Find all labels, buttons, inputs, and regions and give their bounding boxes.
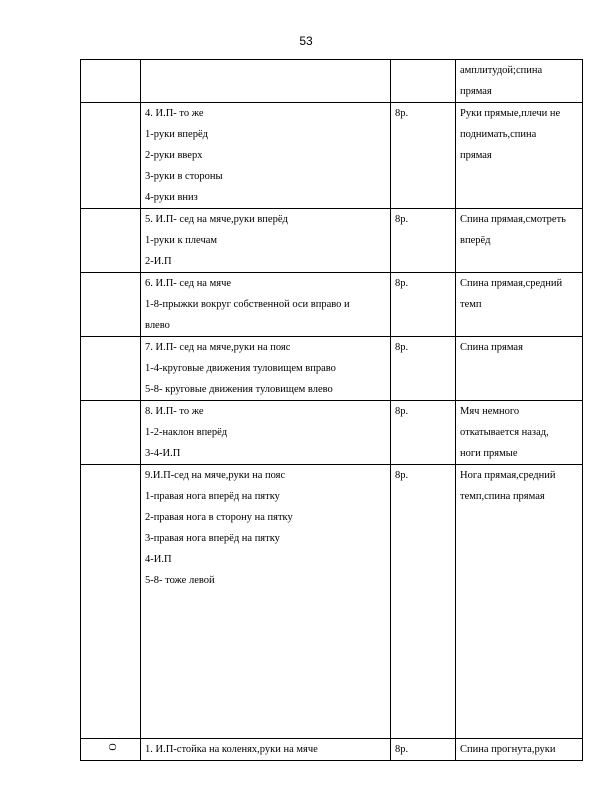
note-line: прямая <box>460 150 492 161</box>
exercise-cell <box>141 401 391 465</box>
table-row <box>81 739 583 761</box>
note-line: прямая <box>460 86 492 97</box>
dose-value: 8р. <box>395 744 409 755</box>
exercise-line: 9.И.П-сед на мяче,руки на пояс <box>145 470 286 481</box>
exercise-line: 1-руки к плечам <box>145 235 218 246</box>
exercise-line: 2-руки вверх <box>145 150 203 161</box>
dose-cell <box>391 60 456 103</box>
note-line: Руки прямые,плечи не <box>460 108 561 119</box>
table-row <box>81 273 583 337</box>
exercise-line: 4-И.П <box>145 554 172 565</box>
notes-cell <box>456 273 583 337</box>
exercise-line: 5. И.П- сед на мяче,руки вперёд <box>145 214 288 225</box>
exercise-line: 6. И.П- сед на мяче <box>145 278 232 289</box>
exercise-line: 7. И.П- сед на мяче,руки на пояс <box>145 342 291 353</box>
dose-cell <box>391 739 456 761</box>
exercise-cell <box>141 739 391 761</box>
exercise-line: 1-2-наклон вперёд <box>145 427 228 438</box>
exercise-line: 2-И.П <box>145 256 172 267</box>
exercise-cell <box>141 209 391 273</box>
exercise-line: 3-правая нога вперёд на пятку <box>145 533 280 544</box>
page-number: 53 <box>299 34 313 48</box>
notes-cell <box>456 337 583 401</box>
section-cell <box>81 465 141 739</box>
exercise-cell <box>141 60 391 103</box>
exercise-cell <box>141 273 391 337</box>
exercise-line: 3-руки в стороны <box>145 171 223 182</box>
dose-cell <box>391 103 456 209</box>
exercise-line: 1-4-круговые движения туловищем вправо <box>145 363 336 374</box>
exercise-line: 1. И.П-стойка на коленях,руки на мяче <box>145 744 318 755</box>
notes-cell <box>456 739 583 761</box>
note-line: амплитудой;спина <box>460 65 543 76</box>
dose-cell <box>391 337 456 401</box>
exercise-line: 8. И.П- то же <box>145 406 204 417</box>
exercise-line: влево <box>145 320 170 331</box>
section-cell <box>81 739 141 761</box>
section-cell <box>81 337 141 401</box>
note-line: Мяч немного <box>460 406 520 417</box>
note-line: темп <box>460 299 482 310</box>
exercise-line: 1-правая нога вперёд на пятку <box>145 491 280 502</box>
dose-value: 8р. <box>395 342 409 353</box>
dose-value: 8р. <box>395 108 409 119</box>
table-row <box>81 209 583 273</box>
note-line: вперёд <box>460 235 491 246</box>
exercise-line: 4-руки вниз <box>145 192 198 203</box>
note-line: Нога прямая,средний <box>460 470 556 481</box>
section-cell <box>81 60 141 103</box>
table-row <box>81 465 583 739</box>
exercise-line: 2-правая нога в сторону на пятку <box>145 512 293 523</box>
section-cell <box>81 273 141 337</box>
note-line: поднимать,спина <box>460 129 537 140</box>
table-row <box>81 401 583 465</box>
note-line: ноги прямые <box>460 448 518 459</box>
note-line: темп,спина прямая <box>460 491 545 502</box>
exercise-table <box>80 59 583 761</box>
dose-value: 8р. <box>395 470 409 481</box>
dose-cell <box>391 273 456 337</box>
exercise-line: 1-8-прыжки вокруг собственной оси вправо и <box>145 299 350 310</box>
note-line: откатывается назад, <box>460 427 549 438</box>
section-label: О <box>105 743 117 751</box>
table-row <box>81 337 583 401</box>
table-row <box>81 60 583 103</box>
notes-cell <box>456 465 583 739</box>
dose-value: 8р. <box>395 406 409 417</box>
exercise-line: 3-4-И.П <box>145 448 181 459</box>
exercise-cell <box>141 337 391 401</box>
notes-cell <box>456 103 583 209</box>
section-cell <box>81 209 141 273</box>
notes-cell <box>456 209 583 273</box>
dose-value: 8р. <box>395 214 409 225</box>
exercise-cell <box>141 465 391 739</box>
dose-cell <box>391 401 456 465</box>
note-line: Спина прямая <box>460 342 523 353</box>
exercise-line: 5-8- круговые движения туловищем влево <box>145 384 333 395</box>
exercise-line: 4. И.П- то же <box>145 108 204 119</box>
notes-cell <box>456 401 583 465</box>
exercise-line: 5-8- тоже левой <box>145 575 215 586</box>
dose-cell <box>391 209 456 273</box>
note-line: Спина прогнута,руки <box>460 744 556 755</box>
section-cell <box>81 103 141 209</box>
exercise-line: 1-руки вперёд <box>145 129 208 140</box>
notes-cell <box>456 60 583 103</box>
exercise-cell <box>141 103 391 209</box>
table-row <box>81 103 583 209</box>
note-line: Спина прямая,средний <box>460 278 563 289</box>
note-line: Спина прямая,смотреть <box>460 214 566 225</box>
section-cell <box>81 401 141 465</box>
dose-value: 8р. <box>395 278 409 289</box>
dose-cell <box>391 465 456 739</box>
